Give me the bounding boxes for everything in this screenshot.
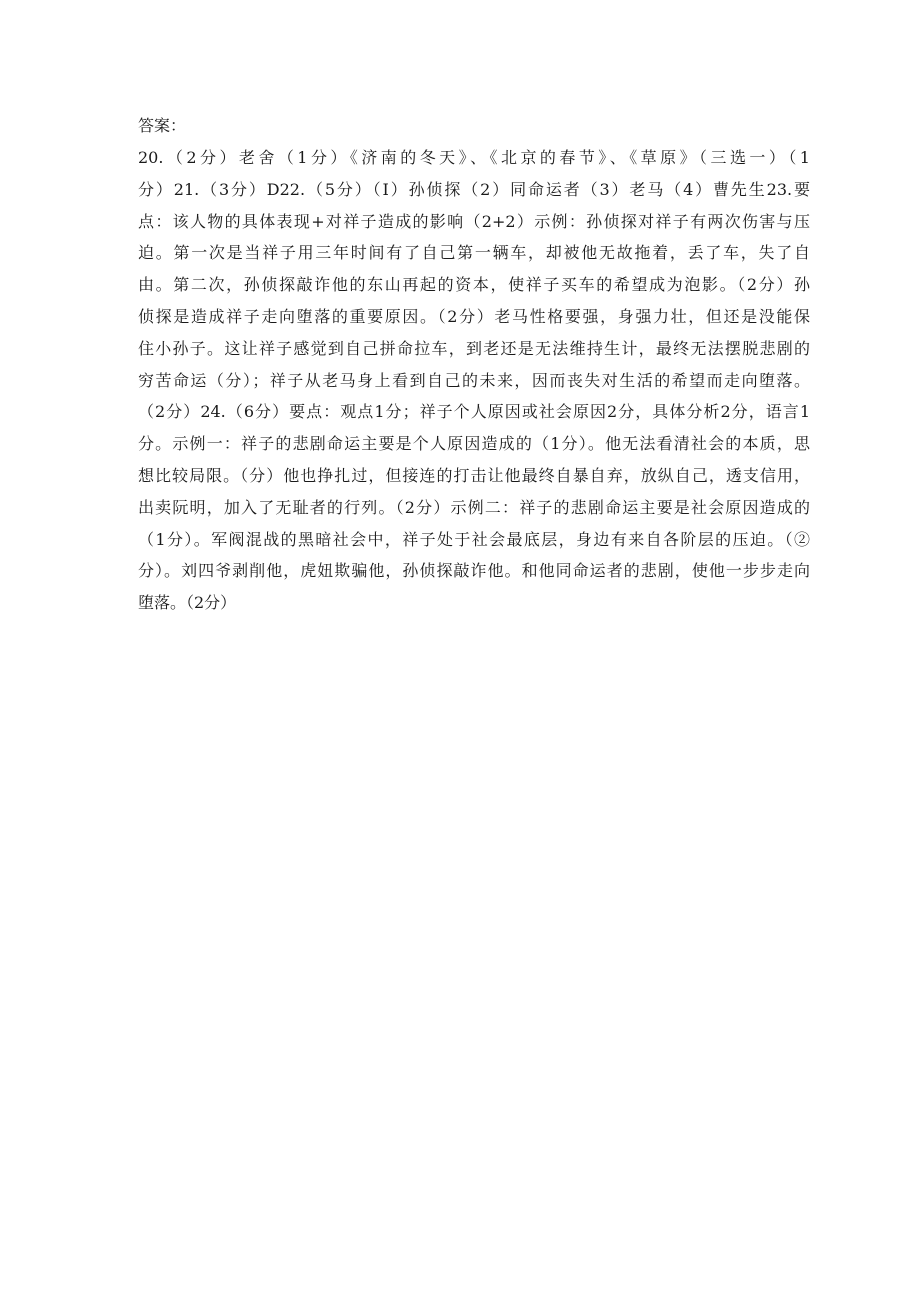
answer-line: 分）21.（3分）D22.（5分）（I）孙侦探（2）同命运者（3）老马（4）曹先生23.要 xyxy=(138,179,810,199)
answer-body xyxy=(138,142,810,619)
answer-line: 穷苦命运（分）；祥子从老马身上看到自己的未来，因而丧失对生活的希望而走向堕落。 xyxy=(138,370,810,390)
answer-line: 分）。刘四爷剥削他，虎妞欺骗他，孙侦探敲诈他。和他同命运者的悲剧，使他一步步走向 xyxy=(138,561,810,581)
answer-line: 迫。第一次是当祥子用三年时间有了自己第一辆车，却被他无故拖着，丢了车，失了自 xyxy=(138,243,810,263)
answer-line: 分。示例一：祥子的悲剧命运主要是个人原因造成的（1分）。他无法看清社会的本质，思 xyxy=(138,434,810,454)
answer-heading: 答案： xyxy=(138,116,187,135)
answer-line: 由。第二次，孙侦探敲诈他的东山再起的资本，使祥子买车的希望成为泡影。（2分）孙 xyxy=(138,275,810,295)
answer-line: 住小孙子。这让祥子感觉到自己拼命拉车，到老还是无法维持生计，最终无法摆脱悲剧的 xyxy=(138,338,810,358)
answer-line: 出卖阮明，加入了无耻者的行列。（2分）示例二：祥子的悲剧命运主要是社会原因造成的 xyxy=(138,497,810,517)
answer-section xyxy=(138,110,810,619)
answer-line: （1分）。军阀混战的黑暗社会中，祥子处于社会最底层，身边有来自各阶层的压迫。（② xyxy=(138,529,810,549)
answer-line: 20.（2分）老舍（1分）《济南的冬天》、《北京的春节》、《草原》（三选一）（1 xyxy=(138,148,810,167)
answer-line: 点：该人物的具体表现+对祥子造成的影响（2+2）示例：孙侦探对祥子有两次伤害与压 xyxy=(138,211,810,231)
answer-line: （2分）24.（6分）要点：观点1分；祥子个人原因或社会原因2分，具体分析2分，语言1 xyxy=(138,402,810,422)
answer-line: 侦探是造成祥子走向堕落的重要原因。（2分）老马性格要强，身强力壮，但还是没能保 xyxy=(138,306,810,326)
answer-line: 堕落。（2分） xyxy=(138,593,237,613)
answer-line: 想比较局限。（分）他也挣扎过，但接连的打击让他最终自暴自弃，放纵自己，透支信用， xyxy=(138,465,810,485)
